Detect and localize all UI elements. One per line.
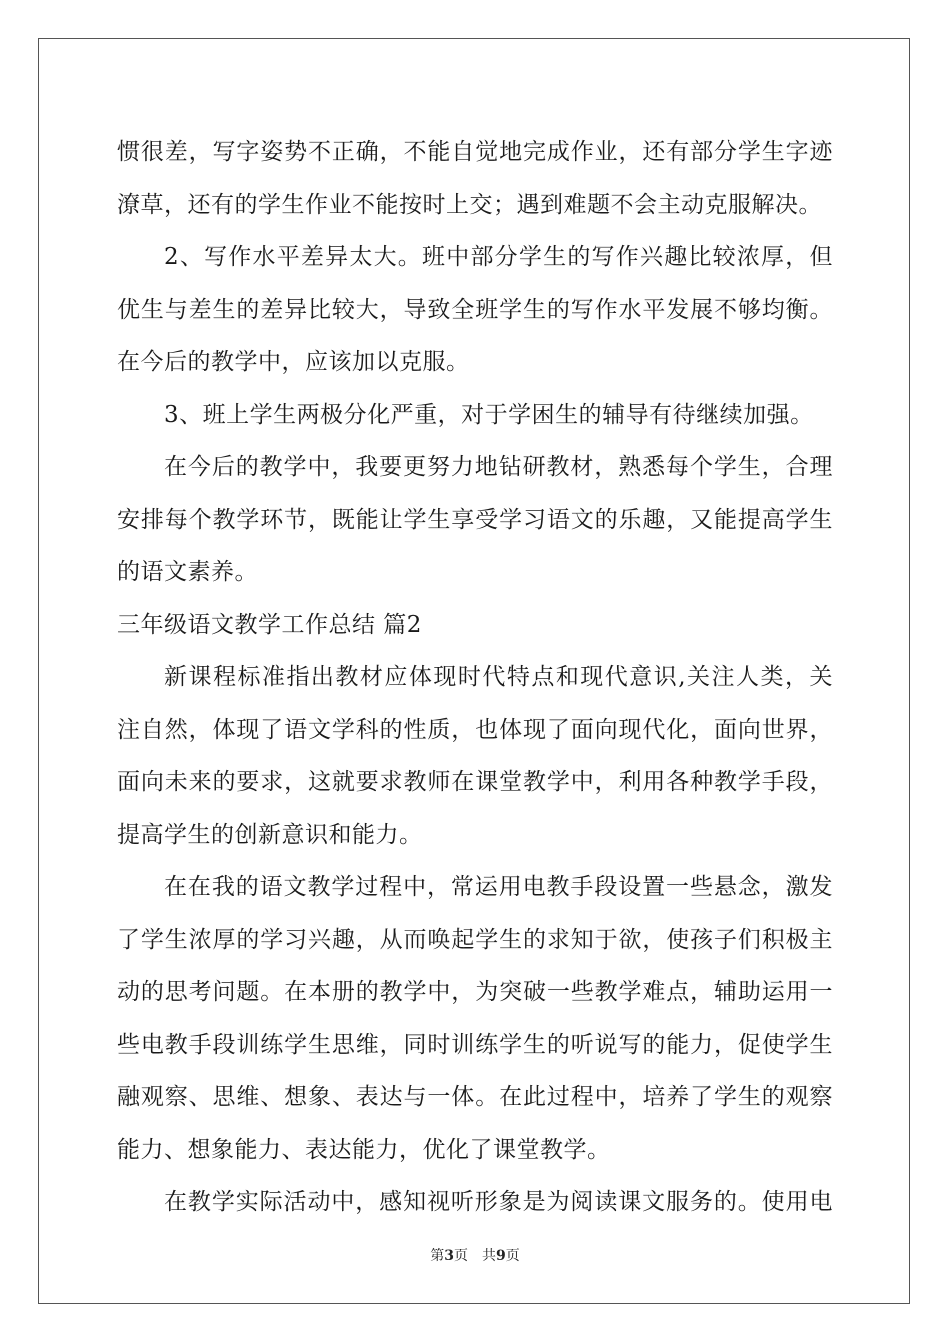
section-heading: 三年级语文教学工作总结 篇2 <box>117 611 422 638</box>
text-line: 在今后的教学中，应该加以克服。 <box>117 349 470 375</box>
text-line: 3、班上学生两极分化严重，对于学困生的辅导有待继续加强。 <box>164 401 814 428</box>
document-body <box>117 126 833 1229</box>
text-line: 能力、想象能力、表达能力，优化了课堂教学。 <box>117 1136 611 1163</box>
text-line: 了学生浓厚的学习兴趣，从而唤起学生的求知于欲，使孩子们积极主 <box>117 926 833 953</box>
text-line: 在在我的语文教学过程中，常运用电教手段设置一些悬念，激发 <box>164 874 833 900</box>
footer-total-prefix: 共 <box>482 1248 496 1264</box>
text-line: 在教学实际活动中，感知视听形象是为阅读课文服务的。使用电 <box>164 1189 833 1215</box>
text-line: 些电教手段训练学生思维，同时训练学生的听说写的能力，促使学生 <box>117 1031 833 1058</box>
text-line: 安排每个教学环节，既能让学生享受学习语文的乐趣，又能提高学生 <box>117 506 833 533</box>
text-line: 注自然，体现了语文学科的性质，也体现了面向现代化，面向世界， <box>117 716 833 743</box>
footer-total-suffix: 页 <box>505 1248 520 1264</box>
footer-prefix: 第 <box>430 1248 445 1264</box>
text-line: 融观察、思维、想象、表达与一体。在此过程中，培养了学生的观察 <box>117 1084 833 1110</box>
footer-page-word: 页 <box>454 1248 468 1264</box>
total-pages-number: 9 <box>496 1248 506 1264</box>
text-line: 的语文素养。 <box>117 559 258 585</box>
text-line: 惯很差，写字姿势不正确，不能自觉地完成作业，还有部分学生字迹 <box>117 139 833 165</box>
current-page-number: 3 <box>444 1248 454 1264</box>
page-footer <box>0 1245 950 1265</box>
text-line: 提高学生的创新意识和能力。 <box>117 821 423 848</box>
text-line: 2、写作水平差异太大。班中部分学生的写作兴趣比较浓厚，但 <box>164 244 833 270</box>
text-line: 新课程标准指出教材应体现时代特点和现代意识,关注人类，关 <box>164 664 833 690</box>
text-line: 在今后的教学中，我要更努力地钻研教材，熟悉每个学生，合理 <box>164 454 833 480</box>
text-line: 动的思考问题。在本册的教学中，为突破一些教学难点，辅助运用一 <box>117 979 833 1005</box>
text-line: 优生与差生的差异比较大，导致全班学生的写作水平发展不够均衡。 <box>117 296 833 323</box>
text-line: 潦草，还有的学生作业不能按时上交；遇到难题不会主动克服解决。 <box>117 191 822 218</box>
text-line: 面向未来的要求，这就要求教师在课堂教学中，利用各种教学手段， <box>117 769 833 795</box>
